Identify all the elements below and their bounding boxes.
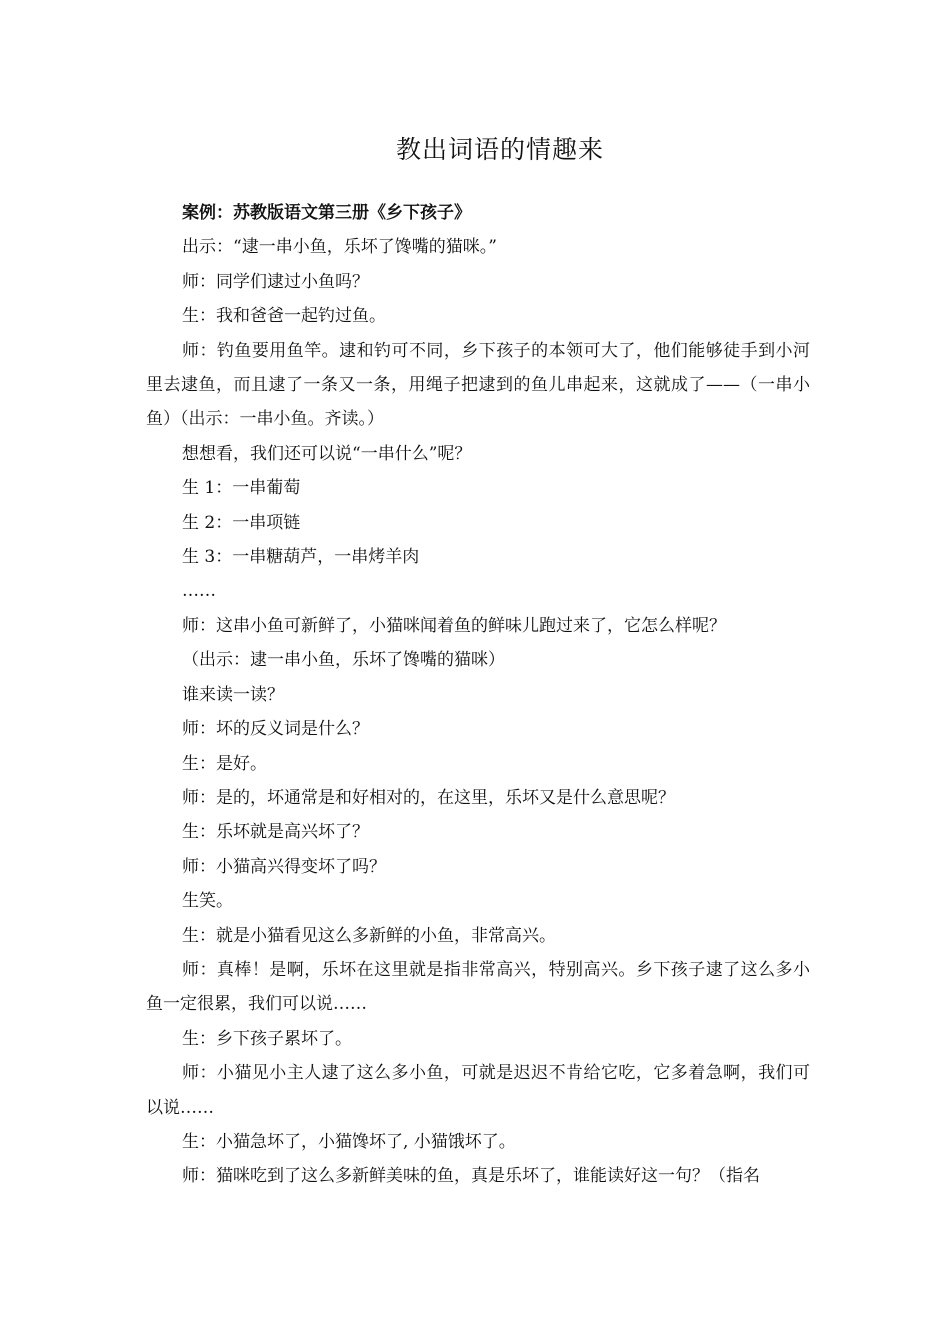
document-body bbox=[146, 196, 810, 1194]
paragraph: 生 3：一串糖葫芦，一串烤羊肉 bbox=[182, 547, 420, 568]
paragraph: 师：坏的反义词是什么？ bbox=[182, 719, 369, 740]
paragraph: （出示：逮一串小鱼，乐坏了馋嘴的猫咪） bbox=[182, 650, 505, 671]
paragraph: 想想看，我们还可以说“一串什么”呢？ bbox=[182, 443, 472, 464]
paragraph: 师：小猫高兴得变坏了吗？ bbox=[182, 856, 386, 877]
paragraph: 生 1：一串葡萄 bbox=[182, 478, 301, 499]
paragraph: 师：小猫见小主人逮了这么多小鱼，可就是迟迟不肯给它吃，它多着急啊，我们可以说…… bbox=[146, 1063, 810, 1118]
paragraph: 出示：“逮一串小鱼，乐坏了馋嘴的猫咪。” bbox=[182, 237, 497, 258]
paragraph: 生：乡下孩子累坏了。 bbox=[182, 1028, 352, 1049]
paragraph: 生：乐坏就是高兴坏了？ bbox=[182, 822, 369, 843]
paragraph: 生 2：一串项链 bbox=[182, 512, 301, 533]
paragraph: 生：是好。 bbox=[182, 753, 267, 774]
paragraph: 师：这串小鱼可新鲜了，小猫咪闻着鱼的鲜味儿跑过来了，它怎么样呢？ bbox=[182, 615, 726, 636]
paragraph: 生：小猫急坏了，小猫馋坏了, 小猫饿坏了。 bbox=[182, 1131, 516, 1152]
document-title: 教出词语的情趣来 bbox=[395, 135, 604, 164]
paragraph: 师：猫咪吃到了这么多新鲜美味的鱼，真是乐坏了，谁能读好这一句？（指名 bbox=[182, 1166, 760, 1187]
paragraph: 师：钓鱼要用鱼竿。逮和钓可不同，乡下孩子的本领可大了，他们能够徒手到小河里去逮鱼，而且逮了一条又一条，用绳子把逮到的鱼儿串起来，这就成了——（一串小鱼）（出示：一串小鱼。齐读。） bbox=[146, 340, 810, 430]
paragraph: 师：同学们逮过小鱼吗？ bbox=[182, 271, 369, 292]
paragraph: 生笑。 bbox=[182, 891, 233, 912]
paragraph: 生：就是小猫看见这么多新鲜的小鱼，非常高兴。 bbox=[182, 925, 556, 946]
paragraph: 师：真棒！是啊，乐坏在这里就是指非常高兴，特别高兴。乡下孩子逮了这么多小鱼一定很累，我们可以说…… bbox=[146, 959, 810, 1015]
paragraph: 生：我和爸爸一起钓过鱼。 bbox=[182, 306, 386, 327]
paragraph: …… bbox=[182, 581, 216, 602]
paragraph: 师：是的，坏通常是和好相对的，在这里，乐坏又是什么意思呢？ bbox=[182, 787, 675, 808]
case-heading: 案例：苏教版语文第三册《乡下孩子》 bbox=[182, 203, 471, 223]
paragraph: 谁来读一读？ bbox=[182, 684, 284, 705]
